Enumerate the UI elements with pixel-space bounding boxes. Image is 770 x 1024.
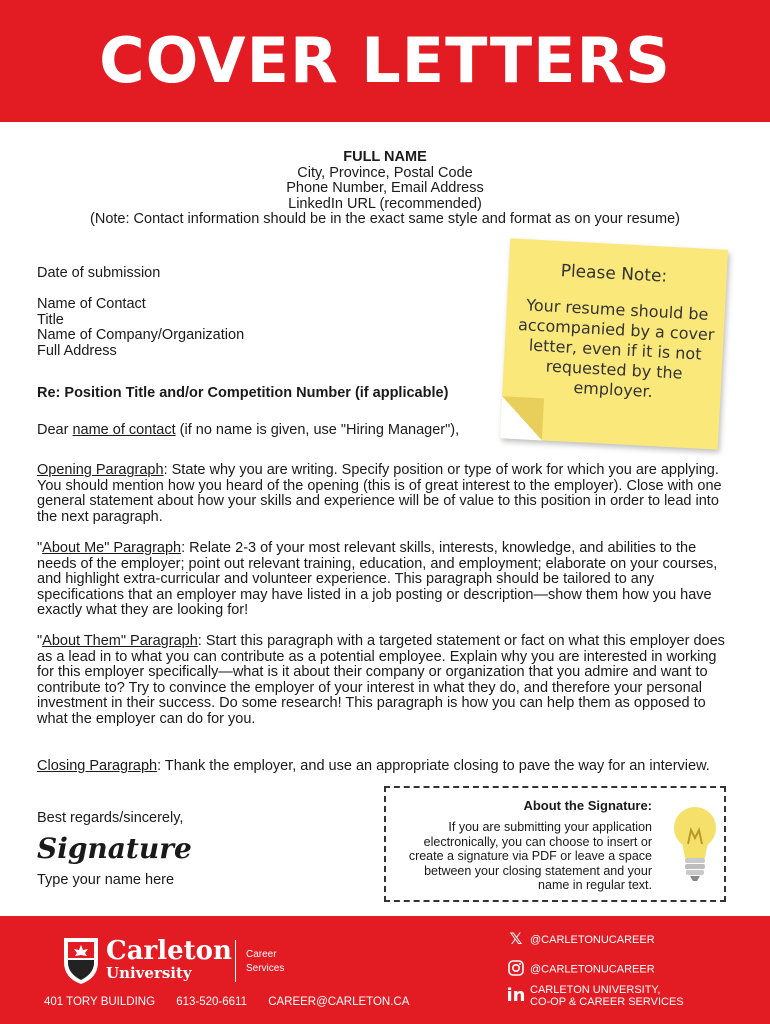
- salutation-suffix: (if no name is given, use "Hiring Manager"),: [175, 422, 460, 438]
- sticky-note: [500, 238, 728, 449]
- contact-linkedin: LinkedIn URL (recommended): [288, 195, 482, 212]
- footer-contact: [44, 996, 427, 1008]
- linkedin-icon: in: [506, 985, 526, 1006]
- signature-info-box: [384, 786, 726, 902]
- closing-paragraph: [37, 759, 737, 775]
- logo-divider: [235, 940, 236, 982]
- brand-sub: University: [106, 964, 192, 982]
- sticky-note-fold: [500, 396, 544, 440]
- quote-mark: ": [37, 540, 43, 556]
- recipient-address: Full Address: [37, 342, 117, 359]
- recipient-title: Title: [37, 311, 64, 328]
- department-line: Career: [246, 949, 277, 960]
- closing-line: Best regards/sincerely,: [37, 810, 184, 826]
- submission-date: Date of submission: [37, 265, 161, 281]
- department-line: Services: [246, 963, 285, 974]
- sticky-note-message: Your resume should be accompanied by a cover letter, even if it is not requested by the employer.: [517, 295, 715, 402]
- paragraph-text: : State why you are writing. Specify position or type of work for which you are applying. You should mention how you heard of the opening (this is of great interest to the employer). Close with one general statement about how your skills and experience will be of value to this position in order to lead into the next paragraph.: [37, 462, 722, 525]
- header-banner: [0, 0, 770, 122]
- social-instagram[interactable]: [506, 960, 655, 979]
- social-label: @CARLETONUCAREER: [530, 963, 655, 976]
- contact-address: City, Province, Postal Code: [297, 164, 473, 181]
- signature-info-text: If you are submitting your application electronically, you can choose to insert or create a signature via PDF or leave a space between your closing statement and your name in regular text.: [408, 820, 652, 892]
- social-label-line: CO-OP & CAREER SERVICES: [530, 996, 684, 1008]
- social-label-line: CARLETON UNIVERSITY,: [530, 984, 661, 996]
- department-name: [246, 948, 284, 976]
- paragraph-text: : Relate 2-3 of your most relevant skills, interests, knowledge, and abilities to the needs of the employer; point out relevant training, education, and employment; elaborate on your courses, and highlight extra-curricular and volunteer experience. This paragraph should be tailored to any specifications that an employer may have listed in a job posting or description—show them how you have exactly what they are looking for!: [37, 540, 718, 618]
- carleton-logo: [62, 936, 292, 990]
- paragraph-heading: About Them" Paragraph: [42, 633, 198, 649]
- paragraph-text: : Thank the employer, and use an appropriate closing to pave the way for an interview.: [157, 758, 710, 774]
- re-line: Re: Position Title and/or Competition Number (if applicable): [37, 385, 449, 401]
- social-label: [530, 984, 684, 1008]
- typed-name: Type your name here: [37, 872, 175, 888]
- signature: Signature: [37, 832, 192, 865]
- contact-phone-email: Phone Number, Email Address: [286, 180, 484, 196]
- footer-address: 401 TORY BUILDING: [44, 996, 156, 1008]
- signature-info-title: About the Signature:: [523, 798, 652, 813]
- carleton-crest-icon: [62, 936, 100, 986]
- social-label: @CARLETONUCAREER: [530, 934, 655, 946]
- about-me-paragraph: [37, 541, 737, 619]
- social-x[interactable]: [506, 931, 655, 949]
- quote-mark: ": [37, 633, 43, 649]
- about-them-paragraph: [37, 634, 737, 727]
- paragraph-heading: About Me" Paragraph: [42, 540, 182, 556]
- sticky-note-title: Please Note:: [560, 261, 668, 287]
- paragraph-heading: Opening Paragraph: [37, 462, 164, 478]
- lightbulb-icon: [672, 806, 718, 884]
- paragraph-text: : Start this paragraph with a targeted statement or fact on what this employer does as a lead in to what you can contribute as a potential employee. Explain why you are interested in working for this employer specifically—what is it about their company or organization that you admire and want to contribute to? Try to convince the employer of your interest in what they do, and therefore your personal investment in their success. Do some research! This paragraph is how you can help them as opposed to what the employer can do for you.: [37, 633, 725, 727]
- footer-phone[interactable]: 613-520-6611: [176, 996, 247, 1008]
- recipient-company: Name of Company/Organization: [37, 327, 245, 343]
- footer-email[interactable]: CAREER@CARLETON.CA: [268, 996, 410, 1008]
- recipient-name: Name of Contact: [37, 296, 146, 312]
- brand-name: Carleton: [106, 936, 232, 966]
- page-title: COVER LETTERS: [99, 24, 671, 97]
- paragraph-heading: Closing Paragraph: [37, 758, 158, 774]
- full-name: FULL NAME: [343, 149, 427, 165]
- opening-paragraph: [37, 463, 737, 525]
- salutation-prefix: Dear: [37, 422, 73, 438]
- contact-note: (Note: Contact information should be in the exact same style and format as on your resume): [90, 211, 680, 227]
- salutation-contact: name of contact: [72, 422, 176, 438]
- x-icon: 𝕏: [509, 931, 523, 949]
- social-linkedin[interactable]: [506, 984, 684, 1008]
- instagram-icon: [506, 960, 526, 979]
- contact-block: [0, 150, 770, 228]
- footer: [0, 916, 770, 1024]
